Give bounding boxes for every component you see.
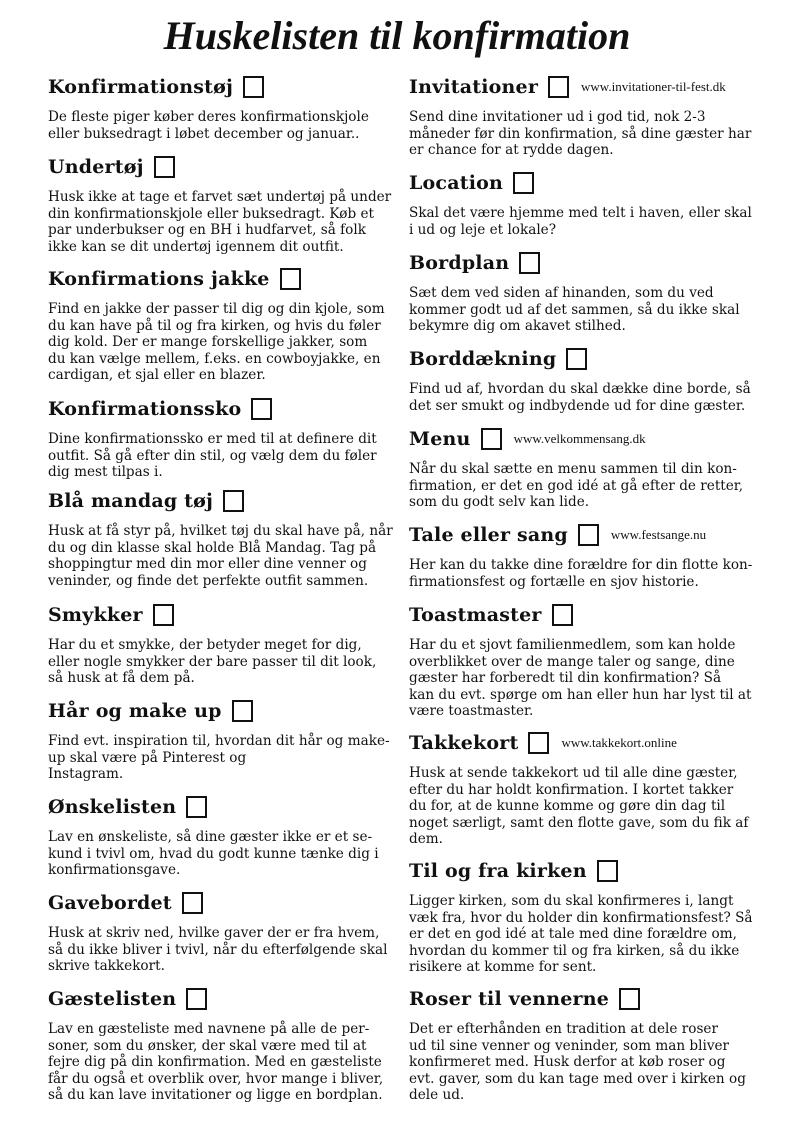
item-header bbox=[48, 888, 386, 918]
description-line: Find ud af, hvordan du skal dække dine borde, så bbox=[409, 381, 751, 397]
description-line: dig mest tilpas i. bbox=[48, 464, 163, 481]
checkbox-blaa-mandag-toej[interactable] bbox=[223, 490, 244, 512]
item-header bbox=[409, 600, 754, 630]
item-url[interactable]: www.invitationer-til-fest.dk bbox=[581, 79, 726, 94]
description-line: Husk at sende takkekort ud til alle dine gæster, bbox=[409, 765, 738, 781]
description-line: du og din klasse skal holde Blå Mandag. Tag på bbox=[48, 539, 377, 556]
item-description bbox=[48, 301, 386, 384]
item-heading: Konfirmationssko bbox=[48, 398, 242, 420]
description-line: du for, at de kunne komme og gøre din dag til bbox=[409, 798, 726, 815]
description-line: din konfirmationskjole eller buksedragt. Køb et bbox=[48, 205, 374, 222]
description-line: Instagram. bbox=[48, 766, 124, 783]
description-line: Husk at skriv ned, hvilke gaver der er fra hvem, bbox=[48, 925, 380, 941]
item-heading: Toastmaster bbox=[409, 604, 542, 626]
checklist-item-toastmaster bbox=[409, 600, 754, 720]
description-line: så husk at få dem på. bbox=[48, 670, 195, 687]
item-description bbox=[409, 893, 754, 976]
checkbox-roser-til-vennerne[interactable] bbox=[619, 988, 640, 1010]
item-description bbox=[48, 637, 386, 687]
description-line: dig kold. Der er mange forskellige jakker, som bbox=[48, 334, 368, 351]
checklist-item-blaa-mandag-toej bbox=[48, 486, 393, 589]
item-header bbox=[409, 856, 754, 886]
checkbox-menu[interactable] bbox=[481, 428, 502, 450]
item-header bbox=[48, 792, 386, 822]
description-line: Find en jakke der passer til dig og din kjole, som bbox=[48, 301, 385, 317]
item-heading: Gæstelisten bbox=[48, 988, 177, 1010]
item-heading: Bordplan bbox=[409, 252, 510, 274]
item-description bbox=[409, 285, 754, 335]
description-line: noget særligt, samt den flotte gave, som du fik af bbox=[409, 814, 749, 831]
item-heading: Undertøj bbox=[48, 156, 144, 178]
item-header bbox=[409, 72, 754, 102]
item-description bbox=[409, 461, 754, 511]
checklist-item-gavebordet bbox=[48, 888, 386, 975]
description-line: så du kan lave invitationer og ligge en bordplan. bbox=[48, 1087, 383, 1104]
checkbox-konfirmationssko[interactable] bbox=[251, 398, 272, 420]
item-url[interactable]: www.velkommensang.dk bbox=[513, 431, 646, 446]
checkbox-smykker[interactable] bbox=[153, 604, 174, 626]
description-line: firmation, er det en god idé at gå efter de retter, bbox=[409, 477, 744, 494]
description-line: gæster har forberedt til din konfirmation? Så bbox=[409, 670, 722, 687]
item-heading: Tale eller sang bbox=[409, 524, 568, 546]
description-line: cardigan, et sjal eller en blazer. bbox=[48, 367, 266, 384]
description-line: Husk at få styr på, hvilket tøj du skal have på, når bbox=[48, 523, 393, 539]
item-description bbox=[48, 109, 386, 142]
description-line: shoppingtur med din mor eller dine venner og bbox=[48, 556, 367, 573]
description-line: veninder, og finde det perfekte outfit sammen. bbox=[48, 572, 369, 589]
page-title: Huskelisten til konfirmation bbox=[163, 13, 631, 58]
checklist-item-konfirmationssko bbox=[48, 394, 386, 481]
description-line: Send dine invitationer ud i god tid, nok 2-3 bbox=[409, 109, 706, 125]
description-line: bekymre dig om akavet stilhed. bbox=[409, 318, 626, 335]
checklist-item-oenskelisten bbox=[48, 792, 386, 879]
description-line: får du også et overblik over, hvor mange i bliver, bbox=[48, 1070, 384, 1087]
description-line: Har du et smykke, der betyder meget for dig, bbox=[48, 637, 362, 653]
description-line: eller buksedragt i løbet december og januar.. bbox=[48, 125, 360, 142]
checkbox-bordplan[interactable] bbox=[519, 252, 540, 274]
checkbox-konfirmationstoej[interactable] bbox=[243, 76, 264, 98]
description-line: De fleste piger køber deres konfirmationskjole bbox=[48, 109, 369, 125]
description-line: Husk ikke at tage et farvet sæt undertøj på under bbox=[48, 189, 392, 205]
checklist-item-konfirmations-jakke bbox=[48, 264, 386, 384]
description-line: er chance for at rydde dagen. bbox=[409, 142, 614, 159]
checklist-item-roser-til-vennerne bbox=[409, 984, 754, 1104]
checkbox-tale-eller-sang[interactable] bbox=[578, 524, 599, 546]
item-header bbox=[48, 394, 386, 424]
description-line: Når du skal sætte en menu sammen til din kon- bbox=[409, 461, 737, 477]
description-line: risikere at komme for sent. bbox=[409, 959, 597, 976]
item-heading: Konfirmations jakke bbox=[48, 268, 270, 290]
description-line: som du godt selv kan lide. bbox=[409, 494, 590, 511]
item-heading: Takkekort bbox=[409, 732, 519, 754]
item-description bbox=[409, 381, 754, 414]
description-line: hvordan du kommer til og fra kirken, så du ikke bbox=[409, 942, 740, 959]
item-header bbox=[48, 264, 386, 294]
item-heading: Blå mandag tøj bbox=[48, 490, 214, 512]
description-line: ud til sine venner og veninder, som man bliver bbox=[409, 1037, 730, 1054]
checklist-item-borddaekning bbox=[409, 344, 754, 414]
item-header bbox=[48, 696, 386, 726]
item-description bbox=[409, 637, 754, 720]
item-description bbox=[48, 1021, 386, 1104]
item-header bbox=[48, 486, 386, 516]
checklist-item-smykker bbox=[48, 600, 386, 687]
item-header bbox=[48, 152, 386, 182]
description-line: er det en god idé at tale med dine forældre om, bbox=[409, 926, 737, 943]
description-line: i ud og leje et lokale? bbox=[409, 221, 557, 238]
checklist-item-menu bbox=[409, 424, 754, 511]
description-line: Her kan du takke dine forældre for din flotte kon- bbox=[409, 557, 753, 573]
checkbox-gavebordet[interactable] bbox=[182, 892, 203, 914]
description-line: Skal det være hjemme med telt i haven, eller skal bbox=[409, 205, 752, 221]
description-line: overblikket over de mange taler og sange, dine bbox=[409, 653, 735, 670]
description-line: du kan have på til og fra kirken, og hvis du føler bbox=[48, 317, 381, 334]
checklist-item-konfirmationstoej bbox=[48, 72, 386, 142]
item-heading: Invitationer bbox=[409, 76, 539, 98]
item-description bbox=[409, 205, 754, 238]
checklist-item-undertoej bbox=[48, 152, 392, 255]
item-description bbox=[48, 829, 386, 879]
item-heading: Gavebordet bbox=[48, 892, 172, 914]
item-header bbox=[409, 344, 754, 374]
description-line: eller nogle smykker der bare passer til dit look, bbox=[48, 653, 377, 670]
item-header bbox=[409, 248, 754, 278]
description-line: fejre dig på din konfirmation. Med en gæsteliste bbox=[48, 1054, 382, 1071]
item-description bbox=[48, 189, 392, 255]
description-line: Lav en ønskeliste, så dine gæster ikke er et se- bbox=[48, 829, 373, 845]
description-line: Det er efterhånden en tradition at dele roser bbox=[409, 1021, 718, 1037]
description-line: konfirmeret med. Husk derfor at køb roser og bbox=[409, 1054, 726, 1071]
item-header bbox=[409, 984, 754, 1014]
description-line: Lav en gæsteliste med navnene på alle de per- bbox=[48, 1021, 370, 1037]
checkbox-invitationer[interactable] bbox=[548, 76, 569, 98]
checkbox-haar-og-make-up[interactable] bbox=[232, 700, 253, 722]
item-description bbox=[48, 925, 386, 975]
item-description bbox=[48, 733, 390, 783]
checkbox-oenskelisten[interactable] bbox=[186, 796, 207, 818]
description-line: Ligger kirken, som du skal konfirmeres i, langt bbox=[409, 893, 734, 909]
description-line: kommer godt ud af det sammen, så du ikke skal bbox=[409, 301, 740, 318]
description-line: kund i tvivl om, hvad du godt kunne tænke dig i bbox=[48, 845, 379, 862]
item-header bbox=[409, 728, 754, 758]
checkbox-toastmaster[interactable] bbox=[552, 604, 573, 626]
item-description bbox=[409, 1021, 754, 1104]
item-heading: Borddækning bbox=[409, 348, 557, 370]
description-line: så du ikke bliver i tvivl, når du efterfølgende skal bbox=[48, 941, 388, 958]
item-header bbox=[409, 168, 754, 198]
item-description bbox=[48, 523, 393, 589]
item-header bbox=[409, 520, 754, 550]
item-heading: Konfirmationstøj bbox=[48, 76, 234, 98]
checklist-item-haar-og-make-up bbox=[48, 696, 390, 783]
description-line: Sæt dem ved siden af hinanden, som du ved bbox=[409, 285, 714, 301]
item-header bbox=[409, 424, 754, 454]
checklist-item-invitationer bbox=[409, 72, 754, 159]
checklist-item-gaestelisten bbox=[48, 984, 386, 1104]
checklist-item-bordplan bbox=[409, 248, 754, 335]
item-heading: Menu bbox=[409, 428, 471, 450]
item-heading: Til og fra kirken bbox=[409, 860, 587, 882]
description-line: du kan vælge mellem, f.eks. en cowboyjakke, en bbox=[48, 350, 381, 367]
item-header bbox=[48, 72, 386, 102]
description-line: ikke kan se dit undertøj igennem dit outfit. bbox=[48, 238, 344, 255]
item-description bbox=[409, 557, 754, 590]
item-description bbox=[409, 109, 754, 159]
description-line: evt. gaver, som du kan tage med over i kirken og bbox=[409, 1070, 746, 1087]
description-line: Har du et sjovt familienmedlem, som kan holde bbox=[409, 637, 736, 653]
item-heading: Location bbox=[409, 172, 503, 194]
description-line: kan du evt. spørge om han eller hun har lyst til at bbox=[409, 686, 752, 703]
item-header bbox=[48, 984, 386, 1014]
item-heading: Ønskelisten bbox=[48, 796, 177, 818]
description-line: Dine konfirmationssko er med til at definere dit bbox=[48, 431, 377, 447]
checkbox-borddaekning[interactable] bbox=[566, 348, 587, 370]
item-heading: Hår og make up bbox=[48, 700, 222, 722]
item-url[interactable]: www.festsange.nu bbox=[610, 527, 707, 542]
checkbox-gaestelisten[interactable] bbox=[186, 988, 207, 1010]
checklist-item-takkekort bbox=[409, 728, 754, 848]
description-line: efter du har holdt konfirmation. I kortet takker bbox=[409, 781, 734, 798]
description-line: soner, som du ønsker, der skal være med til at bbox=[48, 1037, 367, 1054]
description-line: måneder før din konfirmation, så dine gæster har bbox=[409, 125, 752, 142]
description-line: væk fra, hvor du holder din konfirmationsfest? Så bbox=[409, 909, 753, 926]
item-description bbox=[48, 431, 386, 481]
description-line: dem. bbox=[409, 831, 443, 848]
description-line: konfirmationsgave. bbox=[48, 862, 181, 879]
description-line: firmationsfest og fortælle en sjov historie. bbox=[409, 573, 699, 590]
checkbox-undertoej[interactable] bbox=[154, 156, 175, 178]
checkbox-konfirmations-jakke[interactable] bbox=[280, 268, 301, 290]
description-line: det ser smukt og indbydende ud for dine gæster. bbox=[409, 397, 746, 414]
description-line: Find evt. inspiration til, hvordan dit hår og make- bbox=[48, 733, 390, 749]
description-line: outfit. Så gå efter din stil, og vælg dem du føler bbox=[48, 447, 377, 464]
description-line: up skal være på Pinterest og bbox=[48, 749, 247, 766]
item-header bbox=[48, 600, 386, 630]
description-line: være toastmaster. bbox=[409, 703, 534, 720]
checklist-item-location bbox=[409, 168, 754, 238]
item-heading: Smykker bbox=[48, 604, 143, 626]
item-heading: Roser til vennerne bbox=[409, 988, 610, 1010]
item-description bbox=[409, 765, 754, 848]
description-line: dele ud. bbox=[409, 1087, 465, 1104]
description-line: par underbukser og en BH i hudfarvet, så folk bbox=[48, 222, 366, 239]
description-line: skrive takkekort. bbox=[48, 958, 165, 975]
checkbox-til-og-fra-kirken[interactable] bbox=[597, 860, 618, 882]
checkbox-takkekort[interactable] bbox=[528, 732, 549, 754]
item-url[interactable]: www.takkekort.online bbox=[561, 735, 677, 750]
checklist-item-tale-eller-sang bbox=[409, 520, 754, 590]
checkbox-location[interactable] bbox=[513, 172, 534, 194]
checklist-item-til-og-fra-kirken bbox=[409, 856, 754, 976]
